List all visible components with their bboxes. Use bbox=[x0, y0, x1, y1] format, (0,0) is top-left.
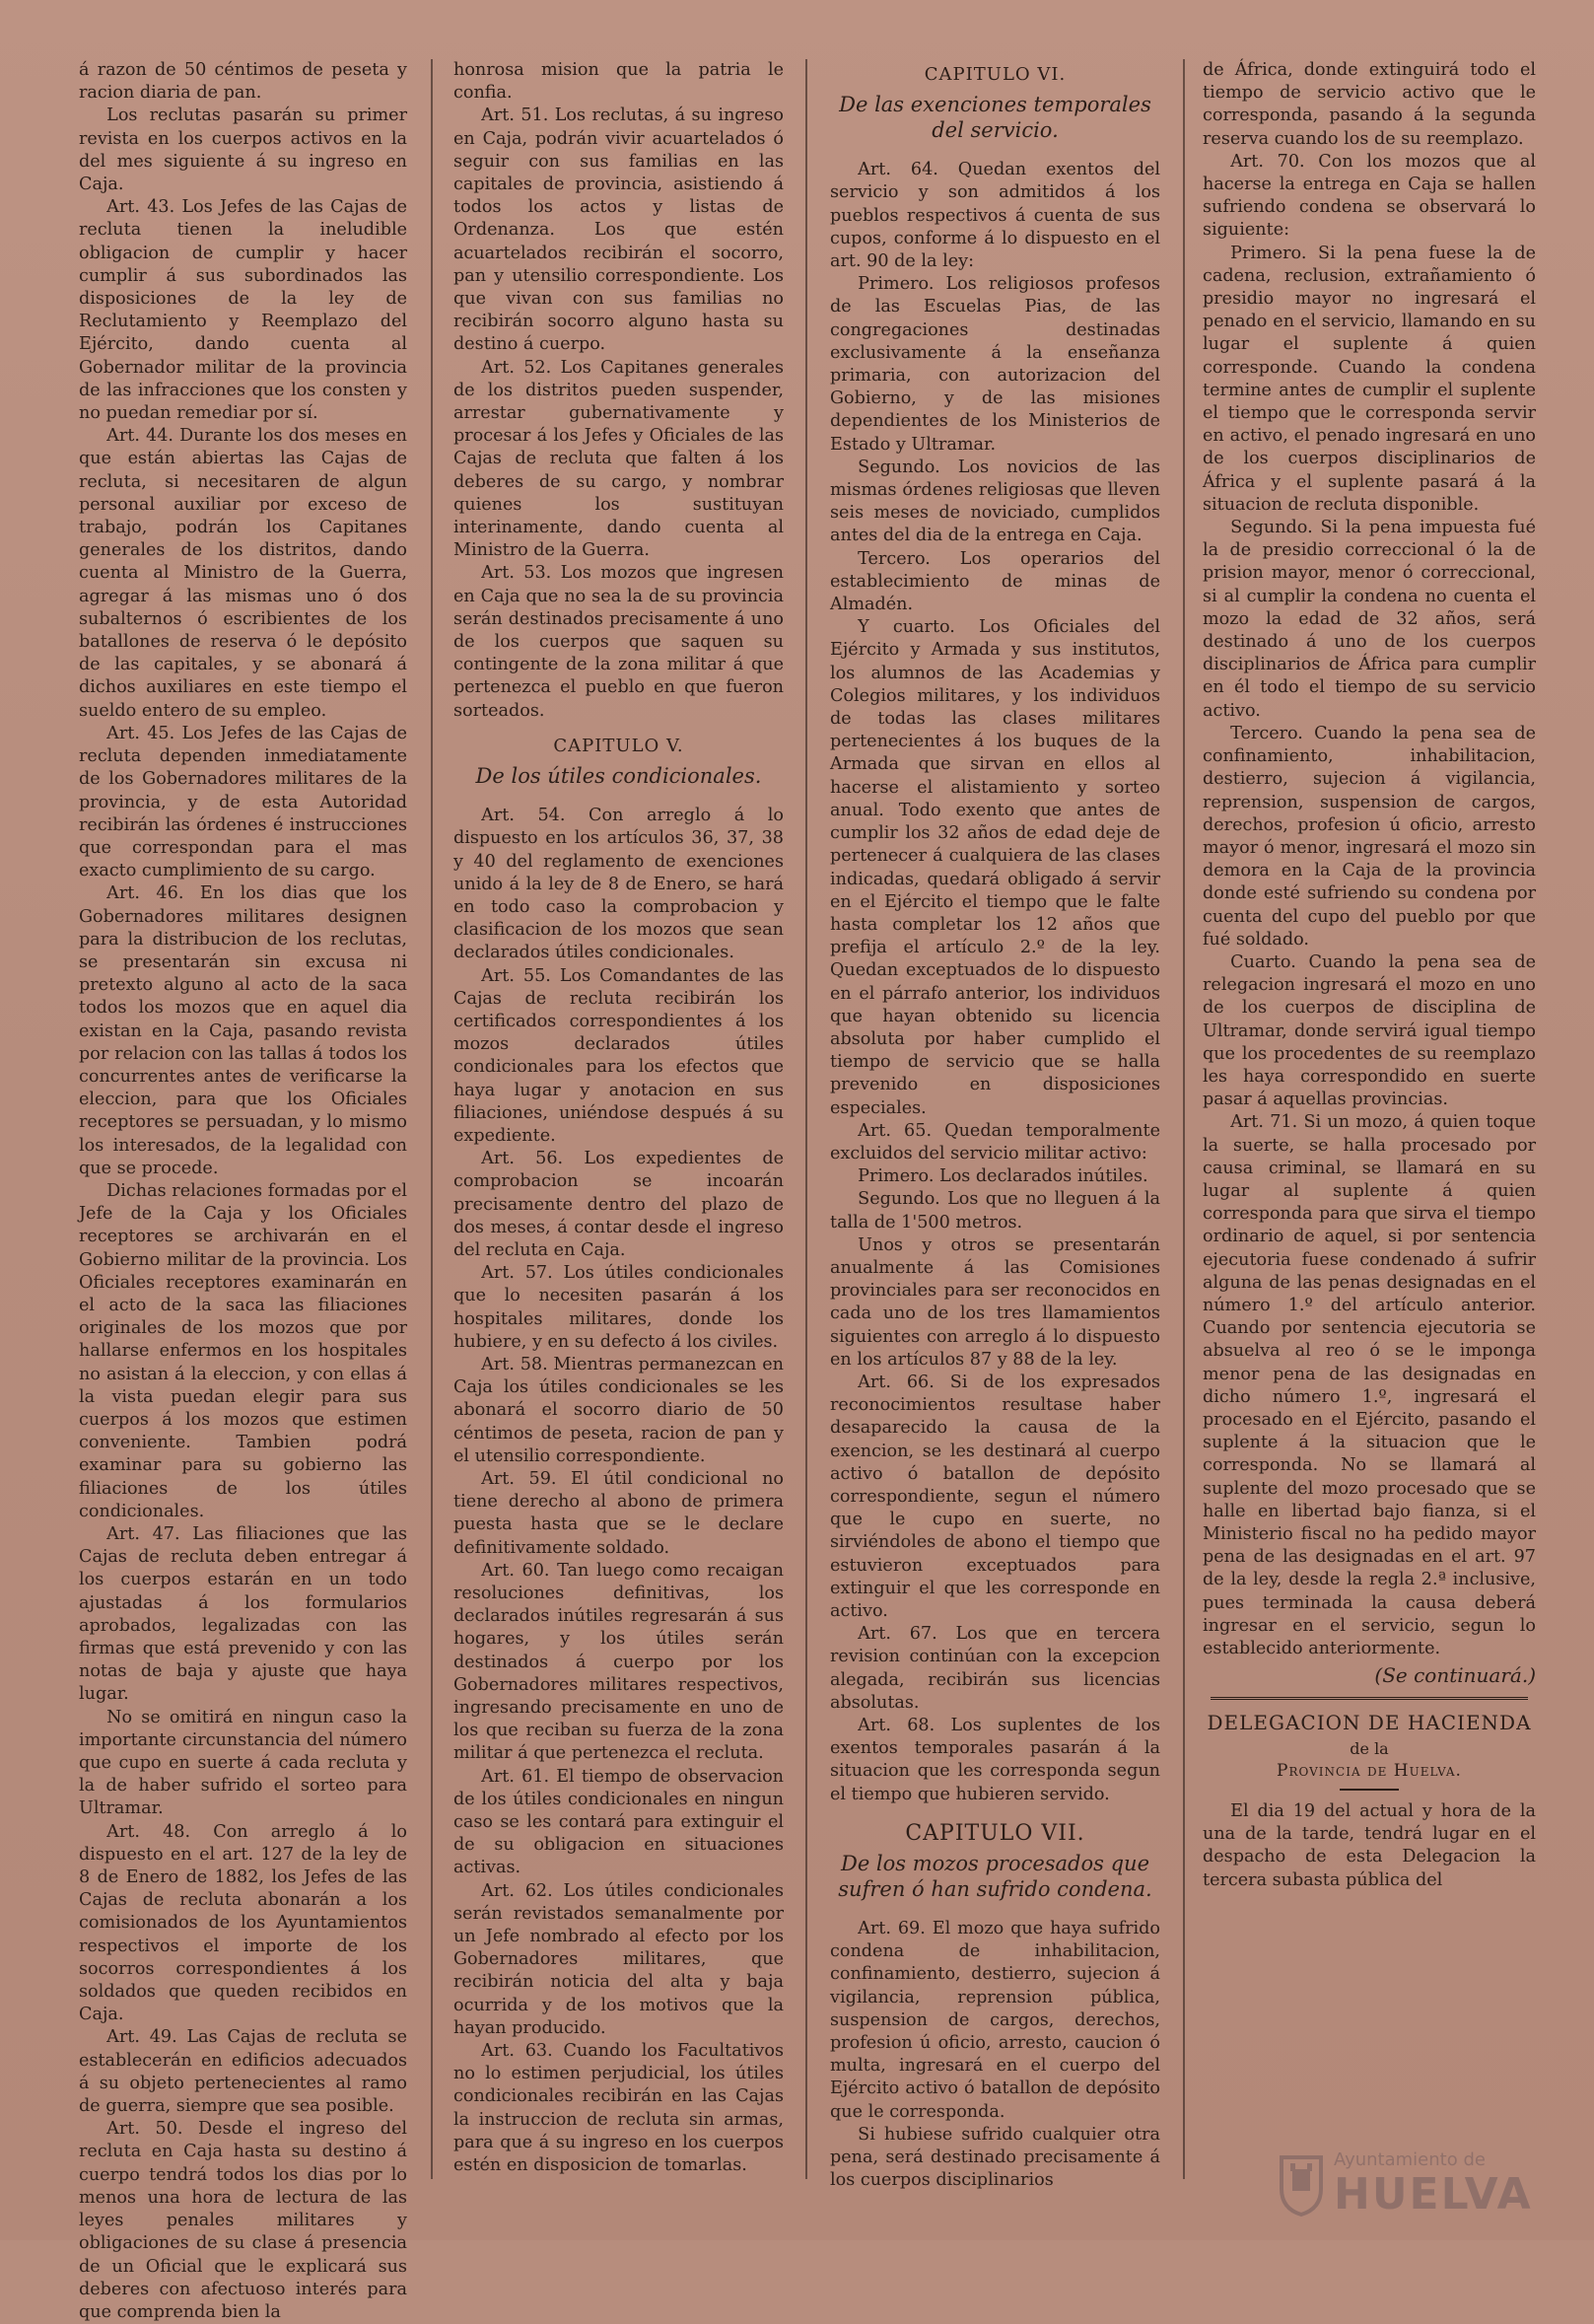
coat-of-arms-icon bbox=[1277, 2151, 1326, 2217]
column-4 bbox=[1203, 59, 1536, 2209]
chapter-title: De las exenciones temporales del servicio. bbox=[839, 93, 1151, 143]
continued-note: (Se continuará.) bbox=[1374, 1663, 1536, 1688]
paragraph: Art. 54. Con arreglo á lo dispuesto en los artículos 36, 37, 38 y 40 del reglamento de exenciones unido á la ley de 8 de Enero, se hará en todo caso la comprobacion y clasificacion de los mozos que sean declarados útiles condicionales. bbox=[453, 806, 784, 963]
chapter-title: De los útiles condicionales. bbox=[475, 764, 762, 789]
paragraph: Art. 69. El mozo que haya sufrido condena de inhabilitacion, confinamiento, destierro, sujecion á vigilancia, reprension pública, suspension de cargos, derechos, profesion ú oficio, arresto, caucion ó multa, ingresará en el cuerpo del Ejército activo ó batallon de depósito que le corresponda. bbox=[830, 1919, 1160, 2122]
paragraph: Art. 52. Los Capitanes generales de los distritos pueden suspender, arrestar gubernativamente y procesar á los Jefes y Oficiales de las Cajas de recluta que falten á los deberes de su cargo, y nombrar quienes los sustituyan interinamente, dando cuenta al Ministro de la Guerra. bbox=[453, 357, 784, 561]
paragraph: Art. 50. Desde el ingreso del recluta en Caja hasta su destino á cuerpo tendrá todos los dias por lo menos una hora de lectura de las leyes penales militares y obligaciones de su clase á presencia de un Oficial que le explicará sus deberes con afectuoso interés para que comprenda bien la bbox=[79, 2119, 407, 2322]
paragraph: Art. 59. El útil condicional no tiene derecho al abono de primera puesta hasta que se le declare definitivamente soldado. bbox=[453, 1468, 784, 1558]
paragraph: Tercero. Cuando la pena sea de confinamiento, inhabilitacion, destierro, sujecion á vigilancia, reprension, suspension de cargos, derechos, profesion ú oficio, arresto mayor ó menor, ingresará el mozo sin demora en la Caja de la provincia donde esté sufriendo su condena por cuenta del cupo del pueblo por que fué soldado. bbox=[1203, 723, 1536, 950]
paragraph: Art. 46. En los dias que los Gobernadores militares designen para la distribucion de los reclutas, se presentarán sin excusa ni pretexto alguno al acto de la saca todos los mozos que en aquel dia existan en la Caja, pasando revista por relacion con las tallas á todos los concurrentes antes de verificarse la eleccion, para que los Oficiales receptores se persuadan, y lo mismo los interesados, de la legalidad con que se procede. bbox=[79, 883, 407, 1178]
paragraph: Y cuarto. Los Oficiales del Ejército y Armada y sus institutos, los alumnos de las Academias y Colegios militares, y los individuos de todas las clases militares pertenecientes á los buques de la Armada que sirvan en ellos al hacerse el alistamiento y sorteo anual. Todo exento que antes de cumplir los 32 años de edad deje de pertenecer á cualquiera de las clases indicadas, quedará obligado á servir en el Ejército el tiempo que le falte hasta completar los 12 años que prefija el artículo 2.º de la ley. Quedan exceptuados de lo dispuesto en el párrafo anterior, los individuos que hayan obtenido su licencia absoluta por haber cumplido el tiempo de servicio que se halla prevenido en disposiciones especiales. bbox=[830, 617, 1160, 1118]
paragraph: Dichas relaciones formadas por el Jefe de la Caja y los Oficiales receptores se archivarán en el Gobierno militar de la provincia. Los Oficiales receptores examinarán en el acto de la saca las filiaciones originales de los mozos que por hallarse enfermos en los hospitales no asistan á la eleccion, y con ellas á la vista puedan elegir para sus cuerpos á los mozos que estimen conveniente. Tambien podrá examinar para su gobierno las filiaciones de los útiles condicionales. bbox=[79, 1180, 407, 1521]
paragraph: Segundo. Si la pena impuesta fué la de presidio correccional ó la de prision mayor, menor ó correccional, si al cumplir la condena no cuenta el mozo la edad de 32 años, será destinado á uno de los cuerpos disciplinarios de África para cumplir en él todo el tiempo de su servicio activo. bbox=[1203, 518, 1536, 721]
section-subheading: Provincia de Huelva. bbox=[1277, 1760, 1462, 1781]
paragraph: Art. 45. Los Jefes de las Cajas de recluta dependen inmediatamente de los Gobernadores militares de la provincia, y de esta Autoridad recibirán las órdenes é instrucciones que correspondan para el mas exacto cumplimiento de su cargo. bbox=[79, 723, 407, 881]
chapter-heading: CAPITULO VI. bbox=[924, 64, 1067, 85]
watermark-small-text: Ayuntamiento de bbox=[1334, 2149, 1486, 2170]
paragraph: Art. 71. Si un mozo, á quien toque la suerte, se halla procesado por causa criminal, se llamará en su lugar al suplente á quien corresponda para que sirva el tiempo ordinario de aquel, si por sentencia ejecutoria fuese condenado á sufrir alguna de las penas designadas en el número 1.º del artículo anterior. Cuando por sentencia ejecutoria se absuelva al reo ó se le imponga menor pena de las designadas en dicho número 1.º, ingresará el procesado en el Ejército, pasando el suplente á la situacion que le corresponda. No se llamará al suplente del mozo procesado que se halle en libertad bajo fianza, si el Ministerio fiscal no ha pedido mayor pena de las designadas en el art. 97 de la ley, desde la regla 2.ª inclusive, pues terminada la causa deberá ingresar en el servicio, segun lo establecido anteriormente. bbox=[1203, 1112, 1536, 1659]
paragraph: Art. 48. Con arreglo á lo dispuesto en el art. 127 de la ley de 8 de Enero de 1882, los Jefes de las Cajas de recluta abonarán a los comisionados de los Ayuntamientos respectivos el importe de los socorros correspondientes á los soldados que queden recibidos en Caja. bbox=[79, 1821, 407, 2025]
paragraph: Art. 58. Mientras permanezcan en Caja los útiles condicionales se les abonará el socorro diario de 50 céntimos de peseta, racion de pan y el utensilio correspondiente. bbox=[453, 1354, 784, 1466]
paragraph: Art. 67. Los que en tercera revision continúan con la excepcion alegada, recibirán sus licencias absolutas. bbox=[830, 1624, 1160, 1713]
paragraph: Art. 49. Las Cajas de recluta se establecerán en edificios adecuados á su objeto pertenecientes al ramo de guerra, siempre que sea posible. bbox=[79, 2027, 407, 2117]
paragraph: honrosa mision que la patria le confia. bbox=[453, 60, 784, 104]
paragraph: Art. 66. Si de los expresados reconocimientos resultase haber desaparecido la causa de la exencion, se les destinará al cuerpo activo ó batallon de depósito correspondiente, segun el número que le cupo en suerte, no sirviéndoles de abono el tiempo que estuvieron exceptuados para extinguir el que les corresponde en activo. bbox=[830, 1372, 1160, 1621]
paragraph: El dia 19 del actual y hora de la una de la tarde, tendrá lugar en el despacho de esta Delegacion la tercera subasta pública del bbox=[1203, 1801, 1536, 1890]
section-divider bbox=[1211, 1697, 1528, 1700]
paragraph: Art. 56. Los expedientes de comprobacion se incoarán precisamente dentro del plazo de dos meses, á contar desde el ingreso del recluta en Caja. bbox=[453, 1149, 784, 1260]
paragraph: No se omitirá en ningun caso la importante circunstancia del número que cupo en suerte á cada recluta y la de haber sufrido el sorteo para Ultramar. bbox=[79, 1707, 407, 1819]
paragraph: Primero. Los religiosos profesos de las Escuelas Pias, de las congregaciones destinadas exclusivamente á la enseñanza primaria, con autorizacion del Gobierno, y de las misiones dependientes de los Ministerios de Estado y Ultramar. bbox=[830, 274, 1160, 455]
paragraph: Tercero. Los operarios del establecimiento de minas de Almadén. bbox=[830, 548, 1160, 615]
paragraph: Art. 53. Los mozos que ingresen en Caja que no sea la de su provincia serán destinados precisamente á uno de los cuerpos que saquen su contingente de la zona militar á que pertenezca el pueblo en que fueron sorteados. bbox=[453, 563, 784, 721]
paragraph: Art. 65. Quedan temporalmente excluidos del servicio militar activo: bbox=[830, 1120, 1160, 1163]
paragraph: Segundo. Los que no lleguen á la talla de 1'500 metros. bbox=[830, 1189, 1160, 1232]
paragraph: Art. 43. Los Jefes de las Cajas de recluta tienen la ineludible obligacion de cumplir y hacer cumplir á sus subordinados las disposiciones de la ley de Reclutamiento y Reemplazo del Ejército, dando cuenta al Gobernador militar de la provincia de las infracciones que los consten y no puedan remediar por sí. bbox=[79, 197, 407, 424]
paragraph: Art. 63. Cuando los Facultativos no lo estimen perjudicial, los útiles condicionales recibirán en las Cajas la instruccion de recluta sin armas, para que á su ingreso en los cuerpos estén en disposicion de tomarlas. bbox=[453, 2041, 784, 2176]
chapter-heading: CAPITULO VII. bbox=[905, 1820, 1085, 1846]
column-rule bbox=[431, 59, 433, 2179]
paragraph: Art. 57. Los útiles condicionales que lo necesiten pasarán á los hospitales militares, donde los hubiere, y en su defecto á los civiles. bbox=[453, 1263, 784, 1352]
chapter-heading: CAPITULO V. bbox=[553, 735, 684, 756]
paragraph: á razon de 50 céntimos de peseta y racion diaria de pan. bbox=[79, 60, 407, 104]
paragraph: Cuarto. Cuando la pena sea de relegacion ingresará el mozo en uno de los cuerpos de disciplina de Ultramar, donde servirá igual tiempo que los procedentes de su reemplazo les haya correspondido en suerte pasar á aquellas provincias. bbox=[1203, 951, 1536, 1110]
column-rule bbox=[805, 59, 807, 2179]
paragraph: Art. 64. Quedan exentos del servicio y son admitidos á los pueblos respectivos á cuenta de sus cupos, conforme á lo dispuesto en el art. 90 de la ley: bbox=[830, 160, 1160, 272]
section-heading-connector: de la bbox=[1350, 1738, 1389, 1758]
watermark-big-text: HUELVA bbox=[1334, 2169, 1533, 2219]
short-divider bbox=[1340, 1789, 1399, 1791]
paragraph: Art. 47. Las filiaciones que las Cajas de recluta deben entregar á los cuerpos estarán en un todo ajustadas á los formularios aprobados, legalizadas con las firmas que está prevenido y con las notas de baja y ajuste que haya lugar. bbox=[79, 1524, 407, 1705]
column-1 bbox=[79, 59, 407, 2322]
paragraph: Art. 68. Los suplentes de los exentos temporales pasarán á la situacion que les corresponda segun el tiempo que hubieren servido. bbox=[830, 1716, 1160, 1804]
column-3 bbox=[830, 59, 1160, 2209]
paragraph: Segundo. Los novicios de las mismas órdenes religiosas que lleven seis meses de noviciado, cumplidos antes del dia de la entrega en Caja. bbox=[830, 457, 1160, 546]
paragraph: Primero. Los declarados inútiles. bbox=[858, 1166, 1148, 1187]
paragraph: Art. 62. Los útiles condicionales serán revistados semanalmente por un Jefe nombrado al efecto por los Gobernadores militares, que recibirán noticia del alta y baja ocurrida y de los motivos que la hayan producido. bbox=[453, 1880, 784, 2038]
section-heading: DELEGACION DE HACIENDA bbox=[1207, 1711, 1532, 1735]
archive-watermark bbox=[1277, 2140, 1572, 2228]
chapter-title: De los mozos procesados que sufren ó han sufrido condena. bbox=[838, 1852, 1152, 1902]
paragraph: de África, donde extinguirá todo el tiempo de servicio activo que le corresponda, pasando á la segunda reserva cuando los de su reemplazo. bbox=[1203, 60, 1536, 149]
paragraph: Unos y otros se presentarán anualmente á las Comisiones provinciales para ser reconocidos en cada uno de los tres llamamientos siguientes con arreglo á lo dispuesto en los artículos 87 y 88 de la ley. bbox=[830, 1234, 1160, 1370]
paragraph: Art. 60. Tan luego como recaigan resoluciones definitivas, los declarados inútiles regresarán á sus hogares, y los útiles serán destinados á cuerpo por los Gobernadores militares respectivos, ingresando precisamente en uno de los que reciban su fuerza de la zona militar á que pertenezca el recluta. bbox=[453, 1560, 784, 1764]
column-2 bbox=[453, 59, 784, 2209]
column-rule bbox=[1183, 59, 1185, 2179]
paragraph: Primero. Si la pena fuese la de cadena, reclusion, extrañamiento ó presidio mayor no ingresará el penado en el servicio, llamando en su lugar el suplente á quien corresponde. Cuando la condena termine antes de cumplir el suplente el tiempo que le corresponda servir en activo, el penado ingresará en uno de los cuerpos disciplinarios de África y el suplente pasará á la situacion de recluta disponible. bbox=[1203, 243, 1536, 515]
paragraph: Si hubiese sufrido cualquier otra pena, será destinado precisamente á los cuerpos disciplinarios bbox=[830, 2124, 1160, 2191]
paragraph: Art. 55. Los Comandantes de las Cajas de recluta recibirán los certificados correspondientes á los mozos declarados útiles condicionales para los efectos que haya lugar y anotacion en sus filiaciones, uniéndose después á su expediente. bbox=[453, 965, 784, 1146]
paragraph: Art. 61. El tiempo de observacion de los útiles condicionales en ningun caso se les contará para extinguir el de su obligacion en situaciones activas. bbox=[453, 1766, 784, 1878]
paragraph: Art. 44. Durante los dos meses en que están abiertas las Cajas de recluta, si necesitaren de algun personal auxiliar por exceso de trabajo, podrán los Capitanes generales de los distritos, dando cuenta al Ministro de la Guerra, agregar á las mismas uno ó dos subalternos ó escribientes de los batallones de reserva ó le depósito de las capitales, y se abonará á dichos auxiliares en este tiempo el sueldo entero de su empleo. bbox=[79, 426, 407, 721]
paragraph: Art. 51. Los reclutas, á su ingreso en Caja, podrán vivir acuartelados ó seguir con sus familias en las capitales de provincia, asistiendo á todos los actos y listas de Ordenanza. Los que estén acuartelados recibirán el socorro, pan y utensilio correspondiente. Los que vivan con sus familias no recibirán socorro alguno hasta su destino á cuerpo. bbox=[453, 106, 784, 355]
paragraph: Art. 70. Con los mozos que al hacerse la entrega en Caja se hallen sufriendo condena se observará lo siguiente: bbox=[1203, 151, 1536, 241]
paragraph: Los reclutas pasarán su primer revista en los cuerpos activos en la del mes siguiente á su ingreso en Caja. bbox=[79, 106, 407, 195]
